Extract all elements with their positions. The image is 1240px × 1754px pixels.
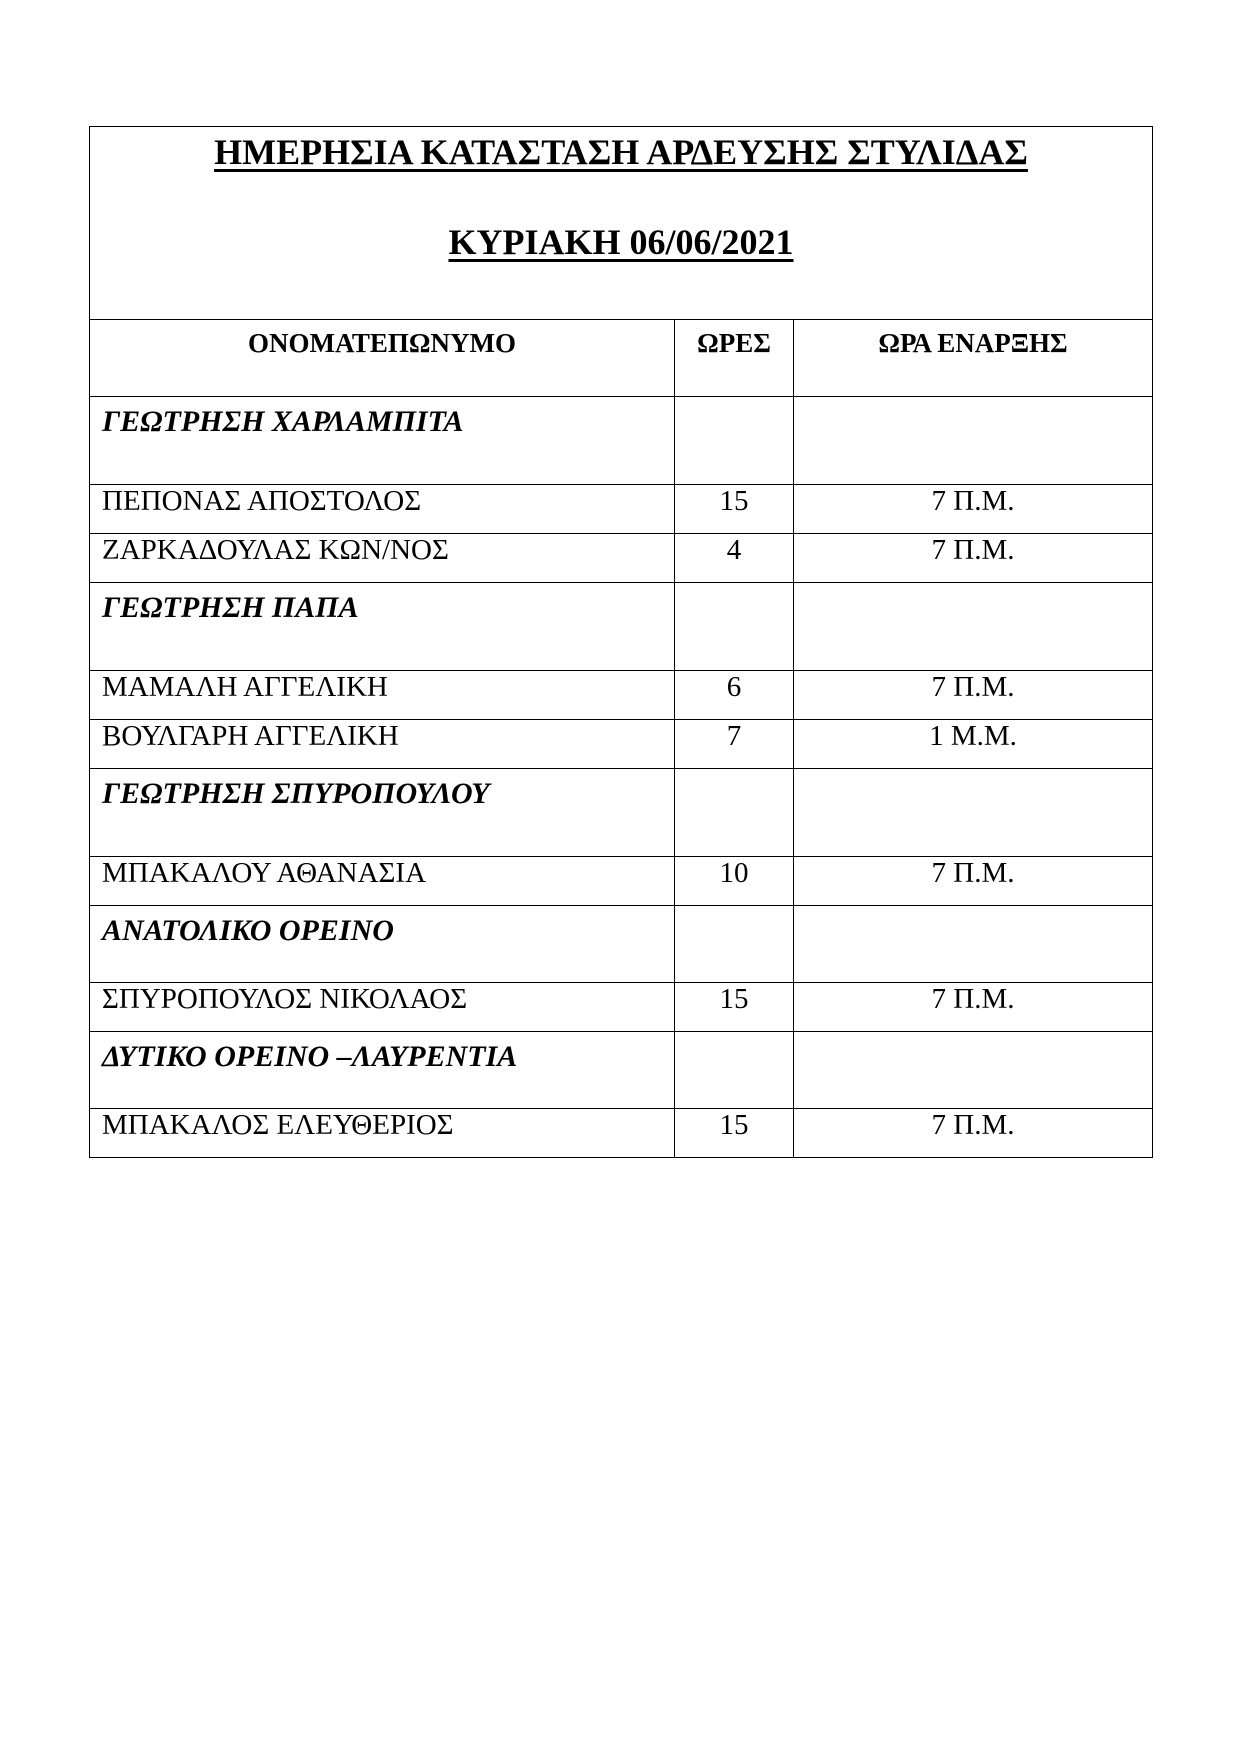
section-empty-cell <box>794 583 1153 671</box>
section-name: ΑΝΑΤΟΛΙΚΟ ΟΡΕΙΝΟ <box>90 906 675 983</box>
table-row <box>90 485 1153 534</box>
section-row <box>90 583 1153 671</box>
section-empty-cell <box>675 1032 794 1109</box>
table-row <box>90 720 1153 769</box>
person-name: ΖΑΡΚΑΔΟΥΛΑΣ ΚΩΝ/ΝΟΣ <box>90 534 675 583</box>
column-header-hours: ΩΡΕΣ <box>675 320 794 397</box>
start-time: 7 Π.Μ. <box>794 857 1153 906</box>
section-row <box>90 397 1153 485</box>
section-empty-cell <box>675 397 794 485</box>
start-time: 7 Π.Μ. <box>794 983 1153 1032</box>
person-name: ΣΠΥΡΟΠΟΥΛΟΣ ΝΙΚΟΛΑΟΣ <box>90 983 675 1032</box>
irrigation-report <box>89 126 1152 1158</box>
person-name: ΒΟΥΛΓΑΡΗ ΑΓΓΕΛΙΚΗ <box>90 720 675 769</box>
section-empty-cell <box>675 583 794 671</box>
person-name: ΜΠΑΚΑΛΟΥ ΑΘΑΝΑΣΙΑ <box>90 857 675 906</box>
hours-value: 15 <box>675 983 794 1032</box>
table-row <box>90 1109 1153 1158</box>
column-header-start: ΩΡΑ ΕΝΑΡΞΗΣ <box>794 320 1153 397</box>
section-name: ΓΕΩΤΡΗΣΗ ΣΠΥΡΟΠΟΥΛΟΥ <box>90 769 675 857</box>
hours-value: 15 <box>675 1109 794 1158</box>
section-empty-cell <box>675 906 794 983</box>
hours-value: 10 <box>675 857 794 906</box>
table-row <box>90 983 1153 1032</box>
person-name: ΜΠΑΚΑΛΟΣ ΕΛΕΥΘΕΡΙΟΣ <box>90 1109 675 1158</box>
title-row <box>90 127 1153 320</box>
hours-value: 4 <box>675 534 794 583</box>
section-name: ΓΕΩΤΡΗΣΗ ΧΑΡΛΑΜΠΙΤΑ <box>90 397 675 485</box>
column-header-name: ΟΝΟΜΑΤΕΠΩΝΥΜΟ <box>90 320 675 397</box>
section-row <box>90 1032 1153 1109</box>
section-name: ΓΕΩΤΡΗΣΗ ΠΑΠΑ <box>90 583 675 671</box>
title-cell <box>90 127 1153 320</box>
section-empty-cell <box>794 397 1153 485</box>
header-row <box>90 320 1153 397</box>
table-row <box>90 671 1153 720</box>
report-date: ΚΥΡΙΑΚΗ 06/06/2021 <box>448 222 794 262</box>
start-time: 7 Π.Μ. <box>794 671 1153 720</box>
hours-value: 7 <box>675 720 794 769</box>
table-row <box>90 534 1153 583</box>
person-name: ΠΕΠΟΝΑΣ ΑΠΟΣΤΟΛΟΣ <box>90 485 675 534</box>
person-name: ΜΑΜΑΛΗ ΑΓΓΕΛΙΚΗ <box>90 671 675 720</box>
irrigation-table <box>89 126 1153 1158</box>
start-time: 7 Π.Μ. <box>794 1109 1153 1158</box>
section-empty-cell <box>794 769 1153 857</box>
start-time: 1 Μ.Μ. <box>794 720 1153 769</box>
start-time: 7 Π.Μ. <box>794 534 1153 583</box>
section-empty-cell <box>794 906 1153 983</box>
section-name: ΔΥΤΙΚΟ ΟΡΕΙΝΟ –ΛΑΥΡΕΝΤΙΑ <box>90 1032 675 1109</box>
table-row <box>90 857 1153 906</box>
start-time: 7 Π.Μ. <box>794 485 1153 534</box>
hours-value: 6 <box>675 671 794 720</box>
section-empty-cell <box>675 769 794 857</box>
section-empty-cell <box>794 1032 1153 1109</box>
hours-value: 15 <box>675 485 794 534</box>
section-row <box>90 769 1153 857</box>
section-row <box>90 906 1153 983</box>
report-title: ΗΜΕΡΗΣΙΑ ΚΑΤΑΣΤΑΣΗ ΑΡΔΕΥΣΗΣ ΣΤΥΛΙΔΑΣ <box>214 132 1028 172</box>
